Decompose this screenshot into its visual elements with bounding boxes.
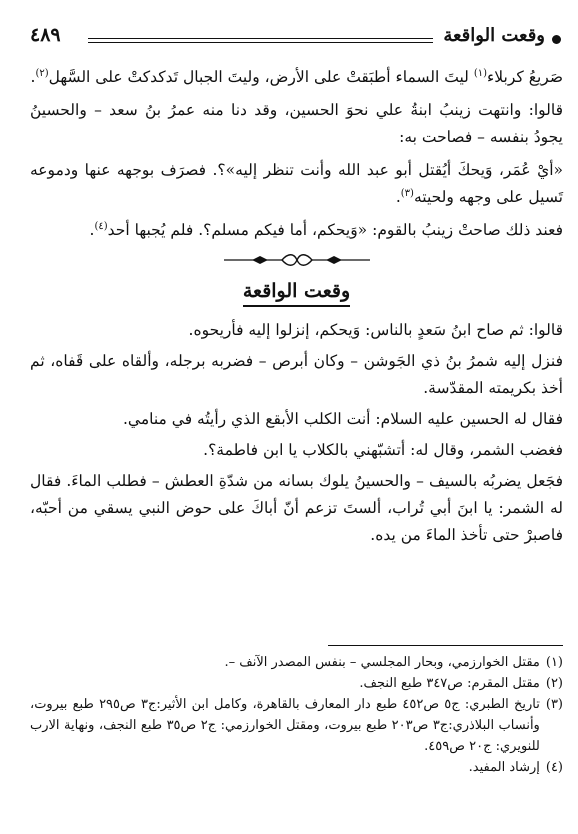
paragraph: فعند ذلك صاحتْ زينبُ بالقوم: «وَيحكم، أما فيكم مسلم؟. فلم يُجبها أحد$^{(٤)}$. (89, 220, 563, 239)
footnote-number: (١) (545, 655, 563, 670)
footnote-text: تاريخ الطبري: ج٥ ص٤٥٢ طبع دار المعارف بالقاهرة، وكامل ابن الأثير:ج٣ ص٢٩٥ طبع بيروت، وأنساب البلاذري:ج٣ ص٢٠٣ طبع بيروت، ومقتل الخوارزمي: ج٢ ص٣٥ طبع النجف، ونهاية الارب للنويري: ج٢٠ ص٤٥٩. (30, 697, 540, 754)
footnote (30, 757, 563, 778)
footnotes (30, 652, 563, 778)
header-rule (88, 38, 433, 39)
footnote-separator (328, 645, 563, 646)
footnote (30, 673, 563, 694)
header-rule (88, 42, 433, 43)
footnote-number: (٤) (545, 760, 563, 775)
paragraph: فجَعل يضربُه بالسيف – والحسينُ يلوك بسانه من شدّةِ العطش – فطلب الماءَ. فقال له الشمر: يا ابنَ أبي تُراب، ألستَ تزعم أنّ أباكَ على حوض النبي يسقي من أحبّه، فاصبرْ حتى تأخذ الماءَ من يده. (30, 472, 563, 544)
page-body (30, 64, 563, 553)
footnote-text: مقتل الخوارزمي، وبحار المجلسي – بنفس المصدر الآنف –. (224, 655, 540, 670)
footnote-text: مقتل المقرم: ص٣٤٧ طبع النجف. (359, 676, 540, 691)
footnote-ref: (٢) (35, 67, 49, 79)
paragraph: صَريعُ كربلاء$^{(١)}$ ليتَ السماء أطبَقتْ على الأرض، وليتَ الجبال تَدكدكتْ على السَّهل$^{(٢)}$. (30, 67, 563, 86)
paragraph: قالوا: ثم صاح ابنُ سَعدٍ بالناس: وَيحكم، إنزلوا إليه فأريحوه. (188, 321, 563, 339)
section-ornament (30, 250, 563, 272)
paragraph: فغضب الشمر، وقال له: أتشبّهني بالكلاب يا ابن فاطمة؟. (203, 441, 563, 459)
page-number: ٤٨٩ (30, 24, 61, 46)
footnote-ref: (٣) (400, 187, 414, 199)
paragraph: «أيْ عُمَر، وَيحكَ أيُقتل أبو عبد الله وأنت تنظر إليه»؟. فصرَف بوجهه عنها ودموعه تَسيل على وجهه ولحيته$^{(٣)}$. (30, 161, 563, 206)
section-heading: وقعت الواقعة (30, 280, 563, 307)
footnote-number: (٣) (545, 697, 563, 712)
paragraph: قالوا: وانتهت زينبُ ابنةُ علي نحوَ الحسين، وقد دنا منه عمرُ بنُ سعد – والحسينُ يجودُ بنفسه – فصاحت به: (30, 101, 563, 146)
paragraph: فنزل إليه شمرُ بنُ ذي الجَوشن – وكان أبرص – فضربه برجله، وألقاه على قَفاه، ثم أخذ بكريمته المقدّسة. (30, 352, 563, 397)
footnote-ref: (٤) (94, 220, 108, 232)
book-page (30, 24, 563, 824)
footnote (30, 652, 563, 673)
paragraph: فقال له الحسين عليه السلام: أنت الكلب الأبقع الذي رأيتُه في منامي. (123, 410, 563, 428)
header-bullet (552, 35, 561, 44)
footnote (30, 694, 563, 757)
footnote-ref: (١) (473, 67, 487, 79)
footnote-text: إرشاد المفيد. (468, 760, 540, 775)
running-header (30, 24, 563, 58)
header-title: وقعت الواقعة (443, 25, 545, 46)
footnote-number: (٢) (545, 676, 563, 691)
